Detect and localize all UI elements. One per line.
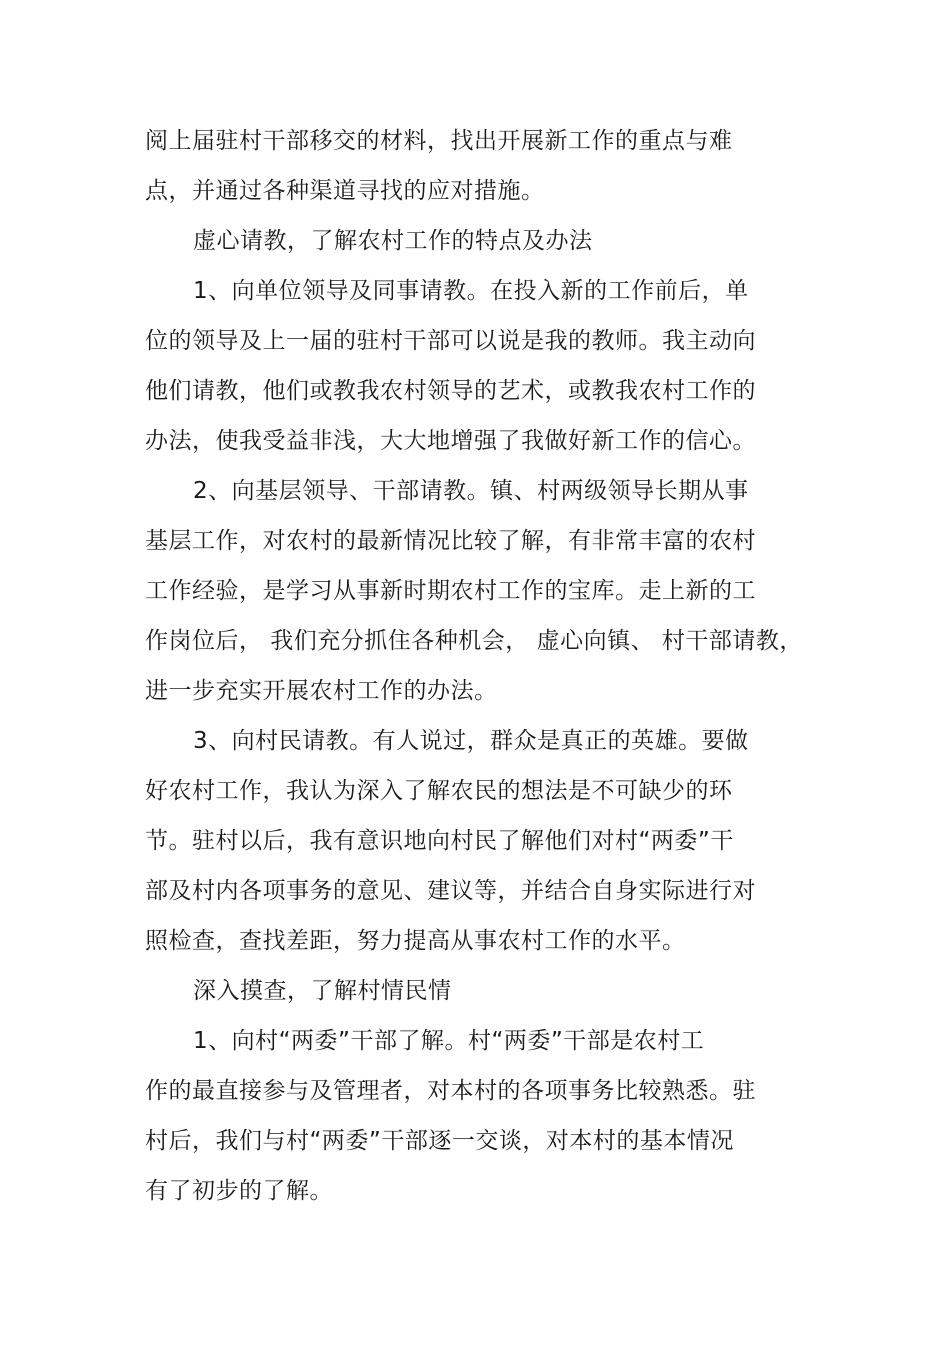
text-line: 2、向基层领导、干部请教。镇、村两级领导长期从事 bbox=[193, 478, 749, 504]
text-line: 有了初步的了解。 bbox=[145, 1178, 333, 1204]
section-heading: 虚心请教，了解农村工作的特点及办法 bbox=[193, 228, 593, 254]
text-line: 阅上届驻村干部移交的材料，找出开展新工作的重点与难 bbox=[145, 128, 733, 154]
text-line: 工作经验，是学习从事新时期农村工作的宝库。走上新的工 bbox=[145, 578, 756, 604]
text-line: 办法，使我受益非浅，大大地增强了我做好新工作的信心。 bbox=[145, 428, 756, 454]
text-line: 他们请教，他们或教我农村领导的艺术，或教我农村工作的 bbox=[145, 378, 756, 404]
text-line: 3、向村民请教。有人说过，群众是真正的英雄。要做 bbox=[193, 728, 749, 754]
text-line: 作岗位后， 我们充分抓住各种机会， 虚心向镇、 村干部请教， bbox=[145, 628, 803, 654]
text-line: 进一步充实开展农村工作的办法。 bbox=[145, 678, 498, 704]
text-line: 节。驻村以后，我有意识地向村民了解他们对村“两委”干 bbox=[145, 828, 734, 854]
text-line: 1、向单位领导及同事请教。在投入新的工作前后，单 bbox=[193, 278, 749, 304]
text-line: 照检查，查找差距，努力提高从事农村工作的水平。 bbox=[145, 928, 686, 954]
text-line: 作的最直接参与及管理者，对本村的各项事务比较熟悉。驻 bbox=[145, 1078, 756, 1104]
text-line: 位的领导及上一届的驻村干部可以说是我的教师。我主动向 bbox=[145, 328, 756, 354]
text-line: 部及村内各项事务的意见、建议等，并结合自身实际进行对 bbox=[145, 878, 756, 904]
section-heading: 深入摸查，了解村情民情 bbox=[193, 978, 452, 1004]
text-line: 村后，我们与村“两委”干部逐一交谈，对本村的基本情况 bbox=[145, 1128, 734, 1154]
text-line: 1、向村“两委”干部了解。村“两委”干部是农村工 bbox=[193, 1028, 705, 1054]
text-line: 好农村工作，我认为深入了解农民的想法是不可缺少的环 bbox=[145, 778, 733, 804]
text-line: 基层工作，对农村的最新情况比较了解，有非常丰富的农村 bbox=[145, 528, 756, 554]
text-line: 点，并通过各种渠道寻找的应对措施。 bbox=[145, 178, 545, 204]
